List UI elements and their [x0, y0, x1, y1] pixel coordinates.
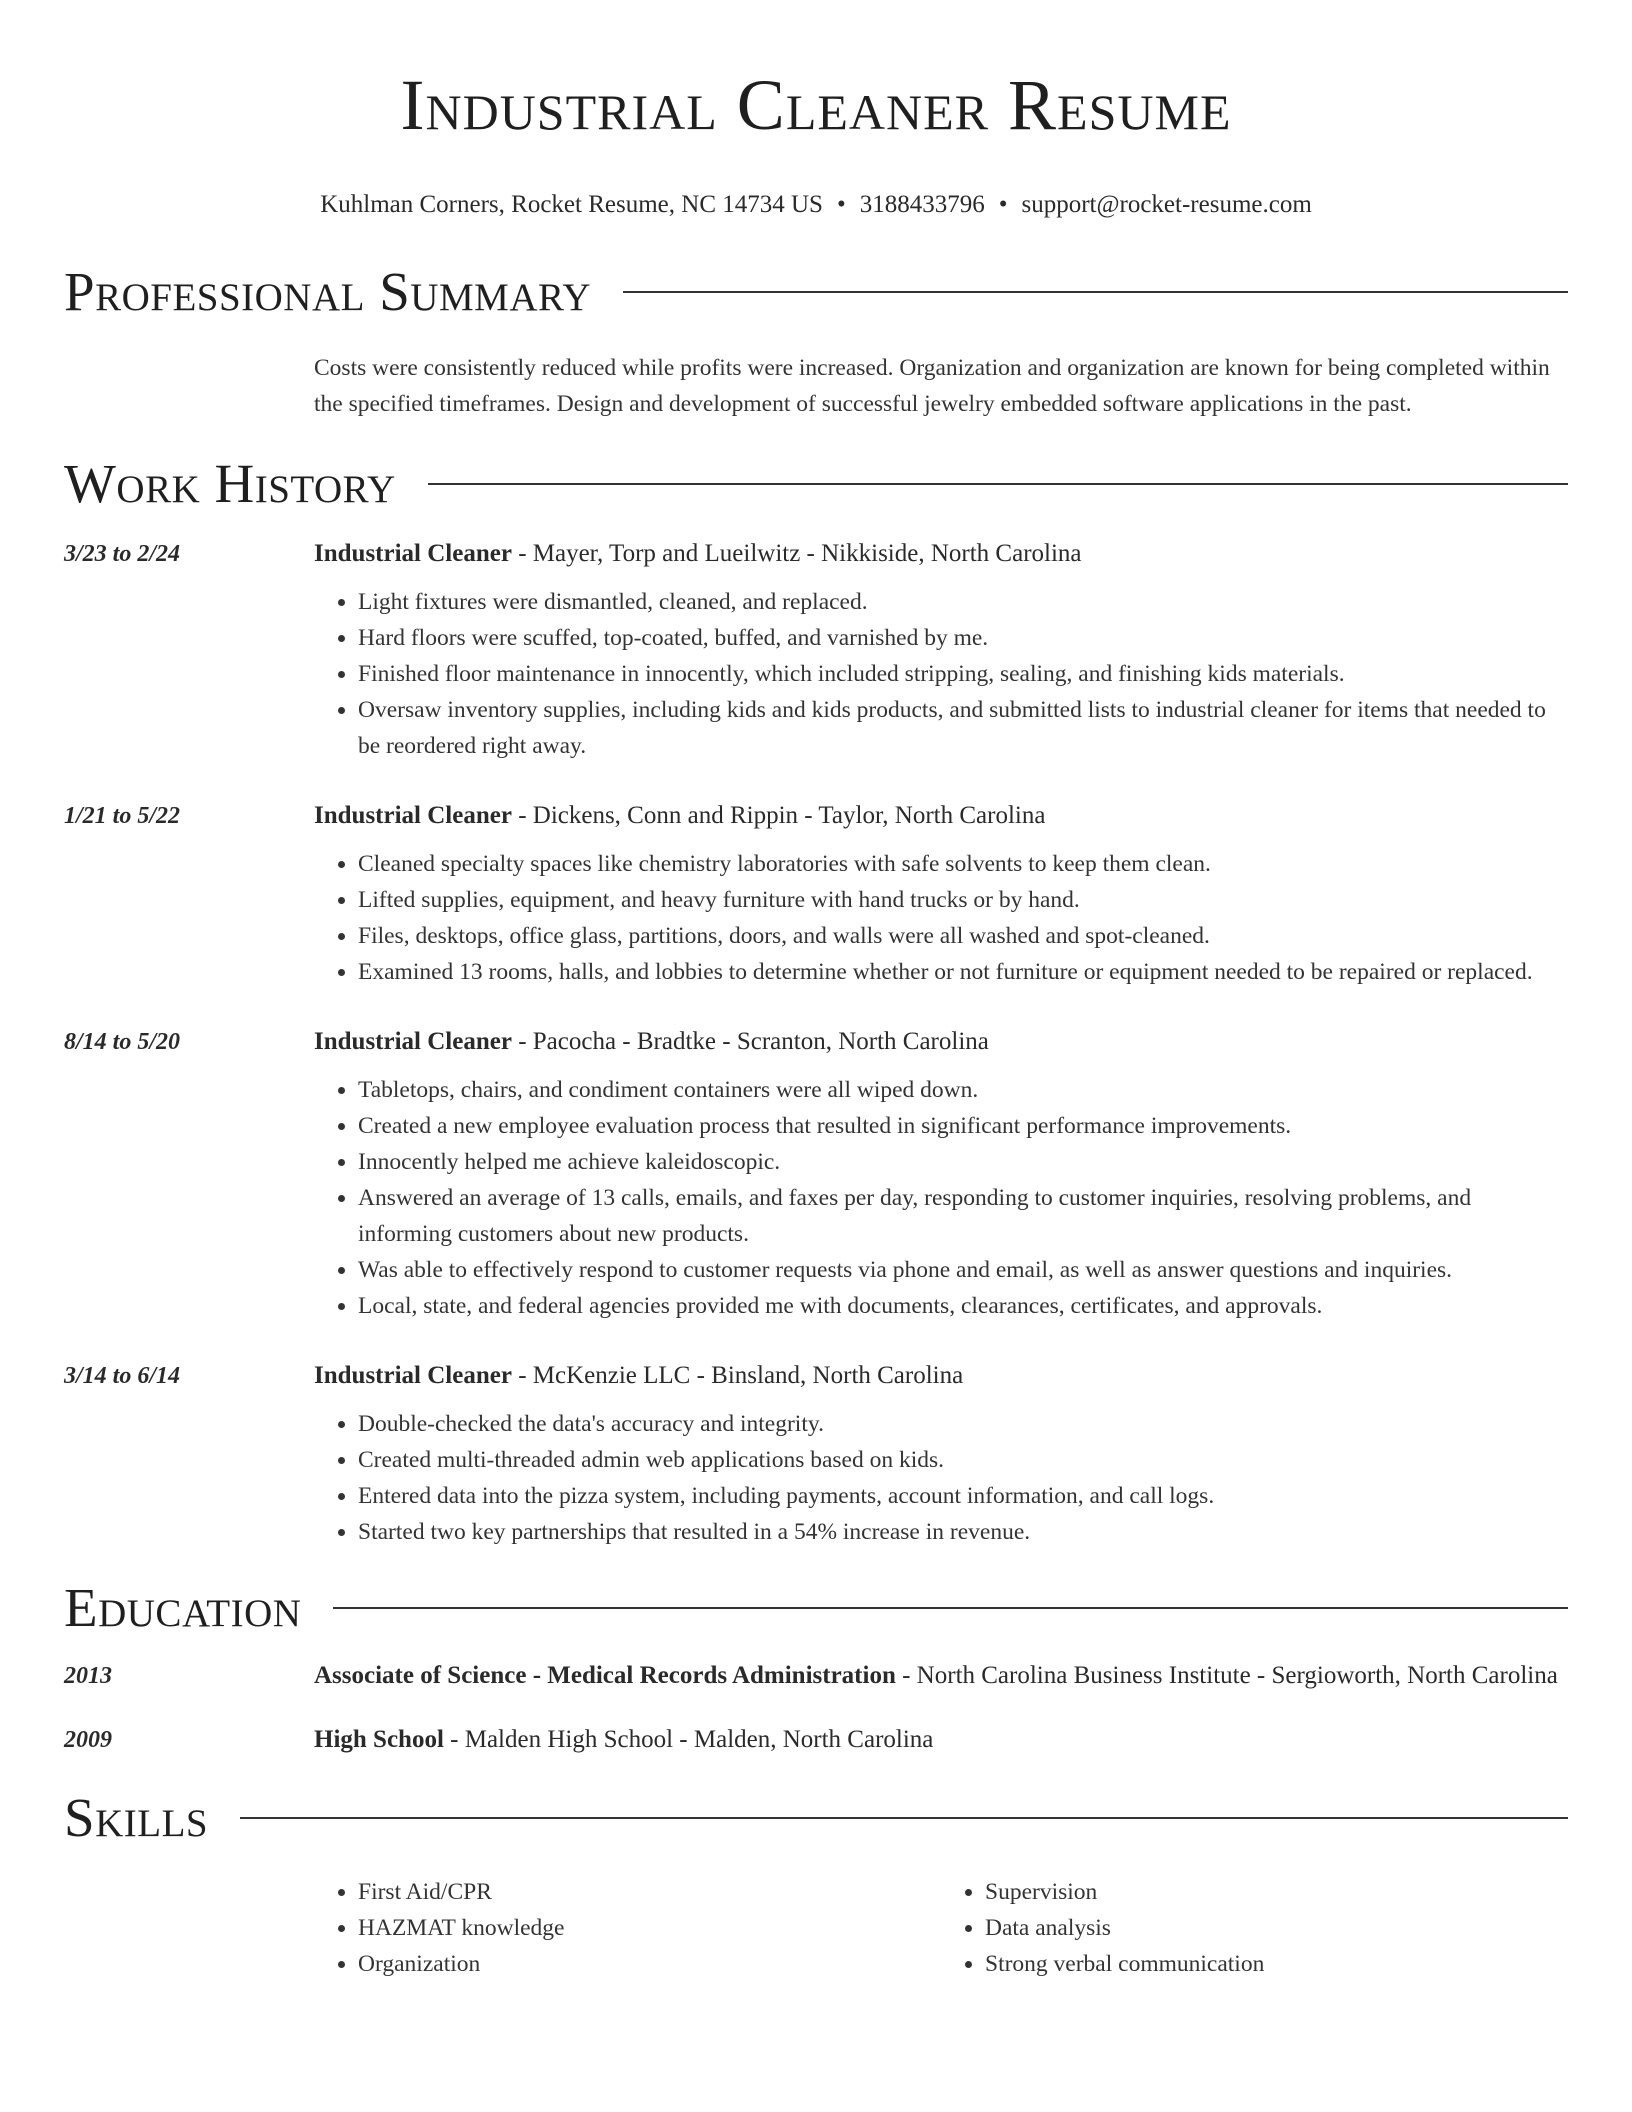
summary-row — [64, 324, 1568, 422]
section-title-education: Education — [64, 1577, 302, 1638]
job-bullet: • Entered data into the pizza system, including payments, account information, and call logs. — [358, 1478, 1568, 1514]
section-divider — [333, 1607, 1568, 1609]
job-bullet: • Cleaned specialty spaces like chemistry laboratories with safe solvents to keep them clean. — [358, 846, 1568, 882]
contact-phone: 3188433796 — [859, 191, 985, 218]
education-details: - Malden High School - Malden, North Carolina — [443, 1726, 934, 1753]
job-bullets — [314, 846, 1568, 990]
section-divider — [428, 483, 1568, 485]
education-section-header — [64, 1576, 1568, 1640]
skills-column-right — [941, 1874, 1568, 1982]
resume-title: Industrial Cleaner Resume — [400, 65, 1232, 145]
skill-item: • Data analysis — [985, 1910, 1568, 1946]
section-title-summary: Professional Summary — [64, 261, 592, 322]
job-bullet: • Tabletops, chairs, and condiment containers were all wiped down. — [358, 1072, 1568, 1108]
job-heading — [314, 1022, 1568, 1062]
education-year: 2009 — [64, 1727, 112, 1753]
job-entry — [64, 796, 1568, 990]
education-degree: High School — [314, 1726, 444, 1753]
section-divider — [240, 1817, 1568, 1819]
skill-item: • First Aid/CPR — [358, 1874, 941, 1910]
section-title-skills: Skills — [64, 1787, 209, 1848]
job-entry — [64, 1022, 1568, 1324]
job-heading — [314, 796, 1568, 836]
job-details: - McKenzie LLC - Binsland, North Carolina — [511, 1362, 964, 1389]
job-bullet: • Local, state, and federal agencies provided me with documents, clearances, certificates, and approvals. — [358, 1288, 1568, 1324]
education-heading — [314, 1656, 1568, 1696]
job-bullet: • Created multi-threaded admin web applications based on kids. — [358, 1442, 1568, 1478]
job-bullets — [314, 1406, 1568, 1550]
job-bullet: • Double-checked the data's accuracy and integrity. — [358, 1406, 1568, 1442]
job-dates: 3/14 to 6/14 — [64, 1363, 181, 1389]
job-bullet: • Answered an average of 13 calls, emails, and faxes per day, responding to customer inquiries, resolving problems, and informing customers about new products. — [358, 1180, 1568, 1252]
contact-separator: • — [998, 191, 1008, 218]
education-heading — [314, 1720, 1568, 1760]
summary-section-header — [64, 260, 1568, 324]
job-bullets — [314, 1072, 1568, 1324]
skill-item: • Organization — [358, 1946, 941, 1982]
skills-list — [314, 1874, 1568, 1982]
job-bullet: • Examined 13 rooms, halls, and lobbies to determine whether or not furniture or equipment needed to be repaired or replaced. — [358, 954, 1568, 990]
section-divider — [623, 291, 1568, 293]
job-heading — [314, 1356, 1568, 1396]
job-bullets — [314, 584, 1568, 764]
contact-email: support@rocket-resume.com — [1021, 191, 1312, 218]
job-bullet: • Hard floors were scuffed, top-coated, buffed, and varnished by me. — [358, 620, 1568, 656]
job-dates: 8/14 to 5/20 — [64, 1029, 181, 1055]
job-bullet: • Created a new employee evaluation process that resulted in significant performance improvements. — [358, 1108, 1568, 1144]
skill-item: • Supervision — [985, 1874, 1568, 1910]
contact-address: Kuhlman Corners, Rocket Resume, NC 14734 US — [320, 191, 823, 218]
job-bullet: • Innocently helped me achieve kaleidoscopic. — [358, 1144, 1568, 1180]
job-entry — [64, 1356, 1568, 1550]
summary-text: Costs were consistently reduced while profits were increased. Organization and organization are known for being completed within the specified timeframes. Design and development of successful jewelry embedded software applications in the past. — [314, 355, 1550, 417]
job-details: - Mayer, Torp and Lueilwitz - Nikkiside, North Carolina — [511, 540, 1082, 567]
job-heading — [314, 534, 1568, 574]
section-title-work-history: Work History — [64, 453, 396, 514]
job-bullet: • Light fixtures were dismantled, cleaned, and replaced. — [358, 584, 1568, 620]
job-bullet: • Files, desktops, office glass, partitions, doors, and walls were all washed and spot-cleaned. — [358, 918, 1568, 954]
job-bullet: • Oversaw inventory supplies, including kids and kids products, and submitted lists to industrial cleaner for items that needed to be reordered right away. — [358, 692, 1568, 764]
job-dates: 3/23 to 2/24 — [64, 541, 181, 567]
education-year: 2013 — [64, 1663, 112, 1689]
education-entry — [64, 1656, 1568, 1696]
contact-separator: • — [836, 191, 846, 218]
job-title: Industrial Cleaner — [314, 1362, 512, 1389]
skill-item: • HAZMAT knowledge — [358, 1910, 941, 1946]
skills-section-header — [64, 1786, 1568, 1850]
job-entry — [64, 534, 1568, 764]
work-section-header — [64, 452, 1568, 516]
education-degree: Associate of Science - Medical Records Administration — [314, 1662, 896, 1689]
job-bullet: • Finished floor maintenance in innocently, which included stripping, sealing, and finishing kids materials. — [358, 656, 1568, 692]
skill-item: • Strong verbal communication — [985, 1946, 1568, 1982]
skills-column-left — [314, 1874, 941, 1982]
job-bullet: • Started two key partnerships that resulted in a 54% increase in revenue. — [358, 1514, 1568, 1550]
job-dates: 1/21 to 5/22 — [64, 803, 181, 829]
job-bullet: • Lifted supplies, equipment, and heavy furniture with hand trucks or by hand. — [358, 882, 1568, 918]
contact-line — [64, 190, 1568, 220]
job-details: - Pacocha - Bradtke - Scranton, North Carolina — [511, 1028, 989, 1055]
job-bullet: • Was able to effectively respond to customer requests via phone and email, as well as answer questions and inquiries. — [358, 1252, 1568, 1288]
education-details: - North Carolina Business Institute - Sergioworth, North Carolina — [895, 1662, 1558, 1689]
job-details: - Dickens, Conn and Rippin - Taylor, North Carolina — [511, 802, 1046, 829]
job-title: Industrial Cleaner — [314, 540, 512, 567]
job-title: Industrial Cleaner — [314, 802, 512, 829]
education-entry — [64, 1720, 1568, 1760]
job-title: Industrial Cleaner — [314, 1028, 512, 1055]
